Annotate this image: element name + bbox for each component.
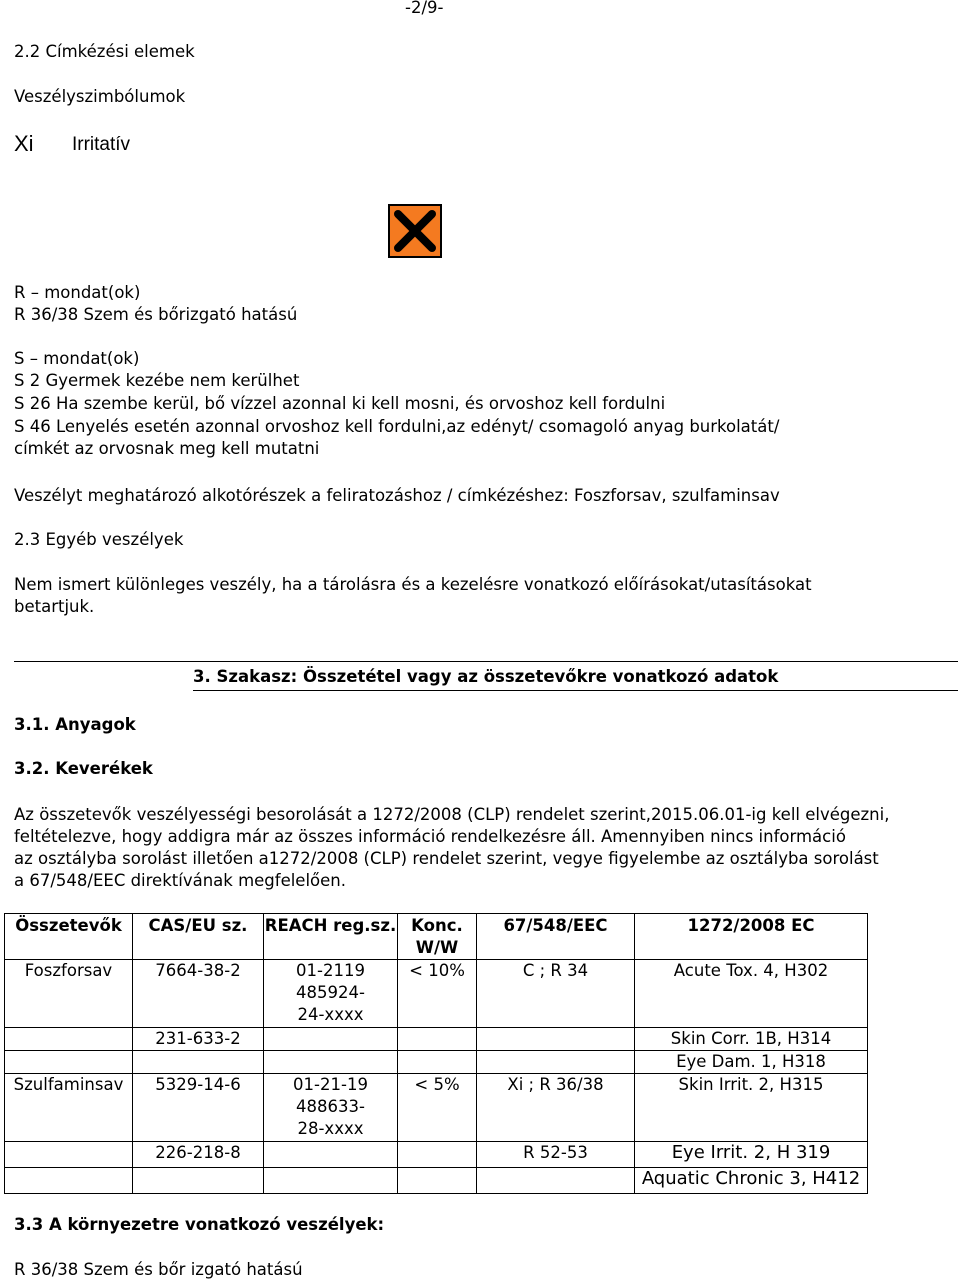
s-phrase-line: S 46 Lenyelés esetén azonnal orvoshoz kell fordulni,az edényt/ csomagoló anyag burkolatát/ bbox=[14, 417, 780, 436]
column-header: Összetevők bbox=[5, 914, 133, 960]
table-cell: Szulfaminsav bbox=[5, 1074, 133, 1142]
table-row bbox=[5, 1074, 868, 1142]
r-phrases-title: R – mondat(ok) bbox=[14, 283, 141, 302]
determining-components: Veszélyt meghatározó alkotórészek a feliratozáshoz / címkézéshez: Foszforsav, szulfaminsav bbox=[14, 486, 780, 505]
column-header: Konc. W/W bbox=[398, 914, 477, 960]
table-cell bbox=[5, 1142, 133, 1168]
table-cell: 7664-38-2 bbox=[133, 960, 264, 1028]
table-cell: Foszforsav bbox=[5, 960, 133, 1028]
table-cell: Acute Tox. 4, H302 bbox=[635, 960, 868, 1028]
table-cell: Xi ; R 36/38 bbox=[477, 1074, 635, 1142]
table-cell bbox=[398, 1168, 477, 1194]
section-3-title: 3. Szakasz: Összetétel vagy az összetevőkre vonatkozó adatok bbox=[193, 667, 779, 686]
s-phrase-line: S 26 Ha szembe kerül, bő vízzel azonnal ki kell mosni, és orvoshoz kell fordulni bbox=[14, 394, 666, 413]
table-cell bbox=[133, 1168, 264, 1194]
table-row bbox=[5, 1142, 868, 1168]
table-cell bbox=[398, 1142, 477, 1168]
table-cell bbox=[477, 1168, 635, 1194]
r-phrase-line: R 36/38 Szem és bőrizgató hatású bbox=[14, 305, 298, 324]
table-cell: Skin Corr. 1B, H314 bbox=[635, 1028, 868, 1051]
table-cell bbox=[5, 1028, 133, 1051]
table-header-row bbox=[5, 914, 868, 960]
classification-paragraph: a 67/548/EEC direktívának megfelelően. bbox=[14, 871, 346, 890]
table-cell bbox=[477, 1028, 635, 1051]
harmful-irritant-pictogram-icon bbox=[388, 204, 442, 258]
section-divider-bottom bbox=[193, 690, 958, 691]
table-cell bbox=[133, 1051, 264, 1074]
table-cell bbox=[477, 1051, 635, 1074]
table-cell bbox=[264, 1142, 398, 1168]
classification-paragraph: Az összetevők veszélyességi besorolását a 1272/2008 (CLP) rendelet szerint,2015.06.01-ig kell elvégezni, bbox=[14, 805, 890, 824]
environment-hazard-line: R 36/38 Szem és bőr izgató hatású bbox=[14, 1260, 303, 1279]
symbol-code: Xi bbox=[14, 131, 34, 156]
table-cell: < 10% bbox=[398, 960, 477, 1028]
classification-paragraph: feltételezve, hogy addigra már az összes információ rendelkezésre áll. Amennyiben nincs információ bbox=[14, 827, 846, 846]
section-heading-2-3: 2.3 Egyéb veszélyek bbox=[14, 530, 184, 549]
table-cell: C ; R 34 bbox=[477, 960, 635, 1028]
classification-paragraph: az osztályba sorolást illetően a1272/2008 (CLP) rendelet szerint, vegye figyelembe az osztályba sorolást bbox=[14, 849, 879, 868]
table-cell: 226-218-8 bbox=[133, 1142, 264, 1168]
subsection-3-3: 3.3 A környezetre vonatkozó veszélyek: bbox=[14, 1215, 385, 1234]
table-cell: 231-633-2 bbox=[133, 1028, 264, 1051]
section-divider-top bbox=[14, 661, 958, 662]
table-cell bbox=[398, 1028, 477, 1051]
table-cell: 5329-14-6 bbox=[133, 1074, 264, 1142]
table-row bbox=[5, 1028, 868, 1051]
column-header: 67/548/EEC bbox=[477, 914, 635, 960]
symbol-label: Irritatív bbox=[72, 134, 131, 155]
subsection-3-2: 3.2. Keverékek bbox=[14, 759, 153, 778]
table-cell bbox=[264, 1168, 398, 1194]
table-cell bbox=[5, 1168, 133, 1194]
section-heading-2-2: 2.2 Címkézési elemek bbox=[14, 42, 195, 61]
composition-table bbox=[4, 913, 868, 1194]
table-cell: Skin Irrit. 2, H315 bbox=[635, 1074, 868, 1142]
column-header: CAS/EU sz. bbox=[133, 914, 264, 960]
table-cell: Eye Dam. 1, H318 bbox=[635, 1051, 868, 1074]
table-cell bbox=[264, 1051, 398, 1074]
table-row bbox=[5, 1051, 868, 1074]
other-hazards-text: betartjuk. bbox=[14, 597, 95, 616]
other-hazards-text: Nem ismert különleges veszély, ha a tárolásra és a kezelésre vonatkozó előírásokat/utasításokat bbox=[14, 575, 812, 594]
column-header: 1272/2008 EC bbox=[635, 914, 868, 960]
table-cell: R 52-53 bbox=[477, 1142, 635, 1168]
table-cell: < 5% bbox=[398, 1074, 477, 1142]
s-phrase-line: címkét az orvosnak meg kell mutatni bbox=[14, 439, 320, 458]
table-row bbox=[5, 1168, 868, 1194]
table-cell bbox=[5, 1051, 133, 1074]
symbols-title: Veszélyszimbólumok bbox=[14, 87, 186, 106]
subsection-3-1: 3.1. Anyagok bbox=[14, 715, 136, 734]
table-row bbox=[5, 960, 868, 1028]
table-cell bbox=[398, 1051, 477, 1074]
table-cell: 01-2119485924-24-xxxx bbox=[264, 960, 398, 1028]
column-header: REACH reg.sz. bbox=[264, 914, 398, 960]
table-cell: Eye Irrit. 2, H 319 bbox=[635, 1142, 868, 1168]
table-cell: Aquatic Chronic 3, H412 bbox=[635, 1168, 868, 1194]
table-cell: 01-21-19488633-28-xxxx bbox=[264, 1074, 398, 1142]
s-phrase-line: S 2 Gyermek kezébe nem kerülhet bbox=[14, 371, 300, 390]
s-phrases-title: S – mondat(ok) bbox=[14, 349, 140, 368]
page-number: -2/9- bbox=[405, 0, 444, 17]
table-cell bbox=[264, 1028, 398, 1051]
